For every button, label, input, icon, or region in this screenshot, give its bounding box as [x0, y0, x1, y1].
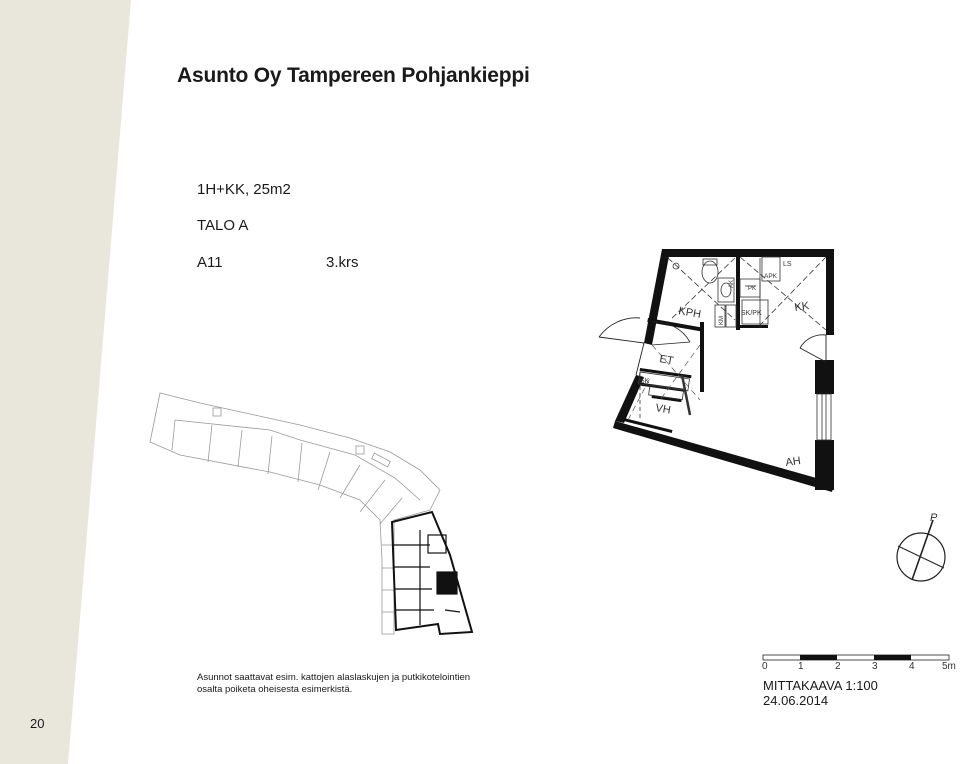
- room-label-ak: AK: [729, 279, 735, 288]
- key-plan-highlighted-block: [392, 512, 472, 634]
- disclaimer-line-1: Asunnot saattavat esim. kattojen alaslaskujen ja putkikotelointien: [197, 672, 471, 683]
- floor-label: 3.krs: [326, 254, 359, 271]
- scale-bar: [762, 655, 956, 672]
- room-label-ah: AH: [784, 454, 802, 469]
- room-label-kk: KK: [793, 300, 810, 314]
- north-arrow-label: P: [930, 512, 938, 524]
- room-label-vh: VH: [654, 402, 672, 417]
- room-label-et: ET: [658, 353, 675, 368]
- room-label-skpk: SK/PK: [741, 310, 762, 317]
- disclaimer-line-2: osalta poiketa oheisesta esimerkistä.: [197, 684, 353, 695]
- scale-tick-1: 1: [798, 661, 804, 672]
- room-label-pk: PK: [748, 286, 757, 292]
- scale-tick-3: 3: [872, 661, 878, 672]
- scale-tick-4: 4: [909, 661, 915, 672]
- scale-tick-2: 2: [835, 661, 841, 672]
- compass: [897, 512, 945, 581]
- room-label-kph: KPH: [677, 305, 702, 321]
- key-plan: [150, 393, 440, 634]
- room-label-apk: APK: [764, 273, 778, 280]
- date-label: 24.06.2014: [763, 693, 829, 708]
- apartment-type: 1H+KK, 25m2: [197, 181, 291, 198]
- inner-walls: [623, 255, 768, 433]
- window-right: [817, 394, 831, 440]
- page-number: 20: [30, 716, 45, 731]
- house-label: TALO A: [197, 217, 249, 234]
- scale-tick-0: 0: [762, 661, 768, 672]
- scale-label: MITTAKAAVA 1:100: [763, 678, 878, 693]
- balcony-door: [800, 335, 826, 362]
- page-title: Asunto Oy Tampereen Pohjankieppi: [177, 64, 530, 87]
- room-label-sk: SK: [640, 378, 650, 385]
- room-label-ls: LS: [783, 261, 792, 268]
- apartment-number: A11: [197, 254, 223, 271]
- room-label-km: KM: [719, 316, 725, 325]
- entrance-door: [599, 318, 644, 375]
- scale-tick-5: 5m: [942, 661, 956, 672]
- apartment-plan: [599, 249, 834, 492]
